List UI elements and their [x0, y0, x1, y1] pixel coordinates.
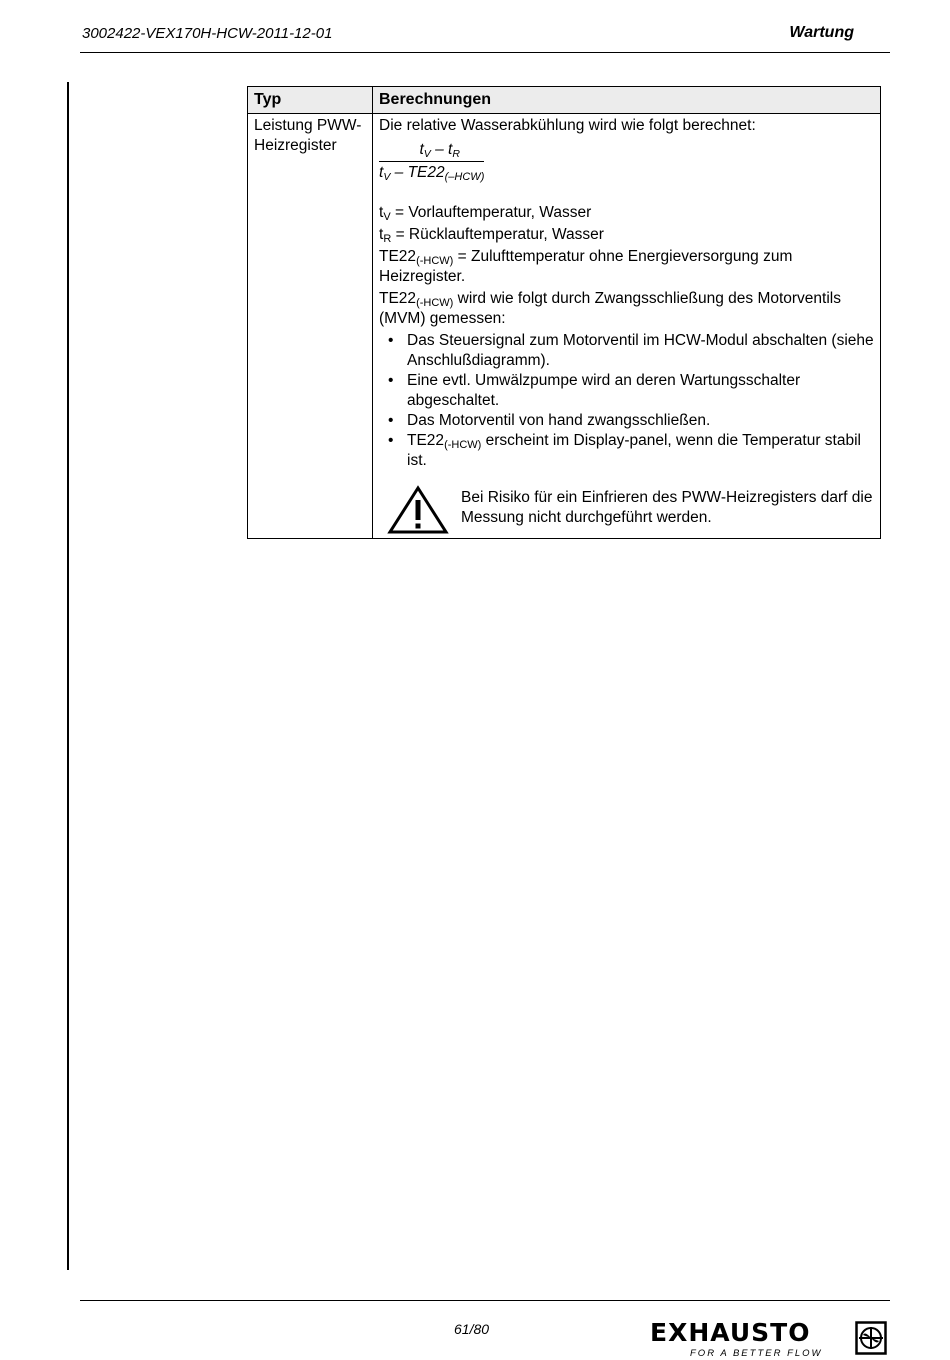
tr-subscript: R	[383, 233, 392, 245]
table-header-row	[248, 87, 881, 114]
den-var-b: TE22	[407, 164, 445, 181]
den-sub-a: V	[383, 171, 391, 183]
den-sub-b: (–HCW)	[444, 171, 485, 183]
column-header-calculations: Berechnungen	[373, 87, 881, 114]
meas-text: wird wie folgt durch Zwangsschließung des Motorventils (MVM) gemessen:	[379, 290, 841, 327]
cell-calculations	[373, 114, 881, 539]
measurement-intro	[379, 289, 874, 329]
list-item: • Eine evtl. Umwälzpumpe wird an deren Wartungsschalter abgeschaltet.	[379, 371, 874, 411]
den-var-a: t	[379, 164, 384, 181]
definition-te22	[379, 247, 874, 287]
b4-symbol: TE22	[407, 432, 445, 449]
tv-text: = Vorlauftemperatur, Wasser	[390, 204, 592, 221]
document-id: 3002422-VEX170H-HCW-2011-12-01	[82, 25, 333, 42]
list-item: • Das Motorventil von hand zwangsschließen.	[379, 411, 874, 431]
formula-numerator	[379, 140, 484, 162]
formula-denominator	[379, 162, 484, 183]
measurement-steps	[379, 331, 874, 471]
num-var-b: t	[448, 141, 453, 158]
num-sub-a: V	[423, 148, 431, 160]
cell-type: Leistung PWW-Heizregister	[248, 114, 373, 539]
te22-symbol: TE22	[379, 248, 417, 265]
table-row	[248, 114, 881, 539]
header-rule	[80, 52, 890, 53]
meas-subscript: (-HCW)	[416, 297, 454, 309]
tr-symbol: t	[379, 226, 384, 243]
definition-tv	[379, 203, 874, 223]
list-item	[379, 431, 874, 471]
footer-rule	[80, 1300, 890, 1301]
te22-subscript: (-HCW)	[416, 255, 454, 267]
cooling-formula	[379, 140, 484, 183]
fan-logo-icon	[855, 1321, 887, 1355]
meas-symbol: TE22	[379, 290, 417, 307]
num-minus: –	[435, 141, 444, 158]
num-sub-b: R	[452, 148, 460, 160]
tv-symbol: t	[379, 204, 384, 221]
b4-text: erscheint im Display-panel, wenn die Temperatur stabil ist.	[407, 432, 861, 469]
definition-tr	[379, 225, 874, 245]
list-item: • Das Steuersignal zum Motorventil im HCW-Modul abschalten (siehe Anschlußdiagramm).	[379, 331, 874, 371]
section-title: Wartung	[789, 24, 854, 41]
num-var-a: t	[419, 141, 424, 158]
column-header-type: Typ	[248, 87, 373, 114]
calculation-table	[247, 86, 881, 539]
warning-note	[379, 485, 874, 535]
warning-triangle-icon	[387, 485, 449, 535]
page-number: 61/80	[454, 1321, 490, 1337]
tv-subscript: V	[383, 211, 391, 223]
te22-text: = Zulufttemperatur ohne Energieversorgung zum Heizregister.	[379, 248, 793, 285]
warning-text: Bei Risiko für ein Einfrieren des PWW-Heizregisters darf die Messung nicht durchgeführt werden.	[461, 489, 873, 526]
b4-subscript: (-HCW)	[444, 439, 482, 451]
brand-tagline: FOR A BETTER FLOW	[690, 1348, 823, 1359]
den-minus: –	[394, 164, 404, 181]
tr-text: = Rücklauftemperatur, Wasser	[391, 226, 604, 243]
brand-name: EXHAUSTO	[650, 1318, 811, 1347]
intro-text: Die relative Wasserabkühlung wird wie folgt berechnet:	[379, 117, 756, 134]
change-bar	[67, 82, 69, 1270]
